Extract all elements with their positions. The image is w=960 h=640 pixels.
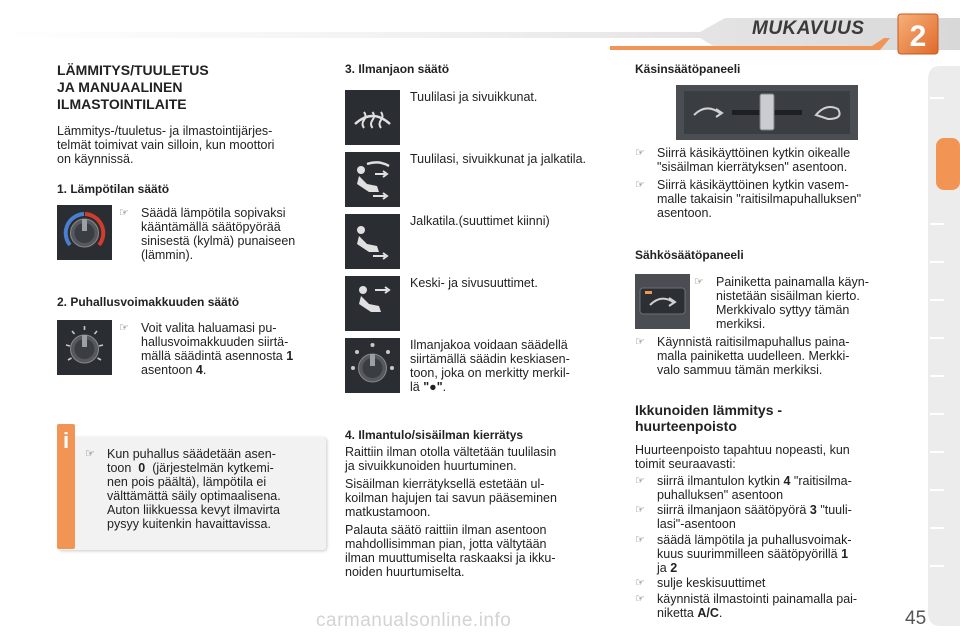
recirculation-button-icon [635,274,690,329]
windscreen-feet-mode-icon [345,152,400,207]
face-vents-mode-icon [345,276,400,331]
info-icon: i [62,428,70,453]
info-note-text: ☞ Kun puhallus säädetään asen- toon 0 (järjestelmän kytkemi- nen pois päältä), lämpötila ei välttämättä säily optimaalisena. Auton liikkuessa kevyt ilmavirta pysyy kuitenkin havaittavissa. [85,447,281,531]
temperature-dial-icon [57,205,112,260]
bullet-pointer-icon: ☞ [635,336,645,348]
bullet-fan-speed: ☞ Voit valita haluamasi pu- hallusvoimakkuuden siirtä- mällä säädintä asennosta 1 asentoon 4. [119,321,294,377]
heading-recirculation: 4. Ilmantulo/sisäilman kierrätys [345,428,524,442]
defrost-step-3: ☞ säädä lämpötila ja puhallusvoimak- kuus suurimmilleen säätöpyörillä 1 ja 2 [635,533,852,575]
defrost-step-2: ☞ siirrä ilmanjaon säätöpyörä 3 "tuuli- lasi"-asentoon [635,503,852,531]
bullet-pointer-icon: ☞ [119,322,129,334]
bullet-pointer-icon: ☞ [635,147,645,159]
heading-electric-panel: Sähkösäätöpaneeli [635,248,744,262]
heading-defrost: Ikkunoiden lämmitys - huurteenpoisto [635,402,783,434]
page-number: 45 [905,608,927,629]
mode-feet: Jalkatila.(suuttimet kiinni) [410,214,550,228]
heading-fan-speed: 2. Puhallusvoimakkuuden säätö [57,295,240,309]
bullet-pointer-icon: ☞ [635,179,645,191]
mode-face-vents: Keski- ja sivusuuttimet. [410,276,538,290]
bullet-pointer-icon: ☞ [635,475,645,487]
chapter-tabs [922,66,960,626]
watermark: carmanualsonline.info [316,610,512,631]
bullet-manual-recirc-off: ☞ Siirrä käsikäyttöinen kytkin vasem- malle takaisin "raitisilmapuhalluksen" asentoon. [635,178,862,220]
heading-manual-panel: Käsinsäätöpaneeli [635,62,741,76]
bullet-temperature: ☞ Säädä lämpötila sopivaksi kääntämällä säätöpyörää sinisestä (kylmä) punaiseen (lämmin). [119,206,296,262]
heading-temperature: 1. Lämpötilan säätö [57,182,170,196]
bullet-electric-recirc-off: ☞ Käynnistä raitisilmapuhallus paina- malla painiketta uudelleen. Merkki- valo sammuu tämän merkiksi. [635,335,850,377]
intro-paragraph: Lämmitys-/tuuletus- ja ilmastointijärjes- telmät toimivat vain silloin, kun moottori on käynnissä. [57,124,275,166]
bullet-pointer-icon: ☞ [119,207,129,219]
bullet-manual-recirc-on: ☞ Siirrä käsikäyttöinen kytkin oikealle "sisäilman kierrätyksen" asentoon. [635,146,851,174]
defrost-intro: Huurteenpoisto tapahtuu nopeasti, kun toimit seuraavasti: [635,443,850,471]
chapter-title: MUKAVUUS [752,18,865,39]
manual-recirculation-slider-icon [676,85,858,140]
defrost-step-1: ☞ siirrä ilmantulon kytkin 4 "raitisilma- puhalluksen" asentoon [635,474,852,502]
bullet-pointer-icon: ☞ [635,577,645,589]
defrost-step-5: ☞ käynnistä ilmastointi painamalla pai- niketta A/C. [635,592,858,620]
bullet-electric-recirc-on: ☞ Painiketta painamalla käyn- nistetään sisäilman kierto. Merkkivalo syttyy tämän merkiksi. [694,275,869,331]
bullet-pointer-icon: ☞ [635,593,645,605]
bullet-pointer-icon: ☞ [635,534,645,546]
air-distribution-dial-icon [345,338,400,393]
bullet-pointer-icon: ☞ [694,276,704,288]
defrost-step-4: ☞ sulje keskisuuttimet [635,576,766,590]
bullet-pointer-icon: ☞ [635,504,645,516]
mode-windscreen: Tuulilasi ja sivuikkunat. [410,90,538,104]
chapter-number: 2 [909,20,927,53]
mode-intermediate: Ilmanjakoa voidaan säädellä siirtämällä säädin keskiasen- toon, joka on merkitty merkil- lä "●". [410,338,570,394]
heading-air-distribution: 3. Ilmanjaon säätö [345,62,450,76]
feet-mode-icon [345,214,400,269]
chapter-number-badge [896,12,940,56]
mode-windscreen-feet: Tuulilasi, sivuikkunat ja jalkatila. [410,152,587,166]
fan-speed-dial-icon [57,320,112,375]
section-title: LÄMMITYS/TUULETUS JA MANUAALINEN ILMASTOINTILAITE [57,62,209,112]
windscreen-demist-icon [345,90,400,145]
recirculation-text: Raittiin ilman otolla vältetään tuulilasin ja sivuikkunoiden huurtuminen. Sisäilman kierrätyksellä estetään ul- koilman hajujen tai savun pääseminen matkustamoon. Palauta säätö raittiin ilman asentoon mahdollisimman pian, jotta vältytään ilman muuttumiselta raskaaksi ja ikku- noiden huurtumiselta. [345,445,557,579]
bullet-pointer-icon: ☞ [85,448,95,460]
